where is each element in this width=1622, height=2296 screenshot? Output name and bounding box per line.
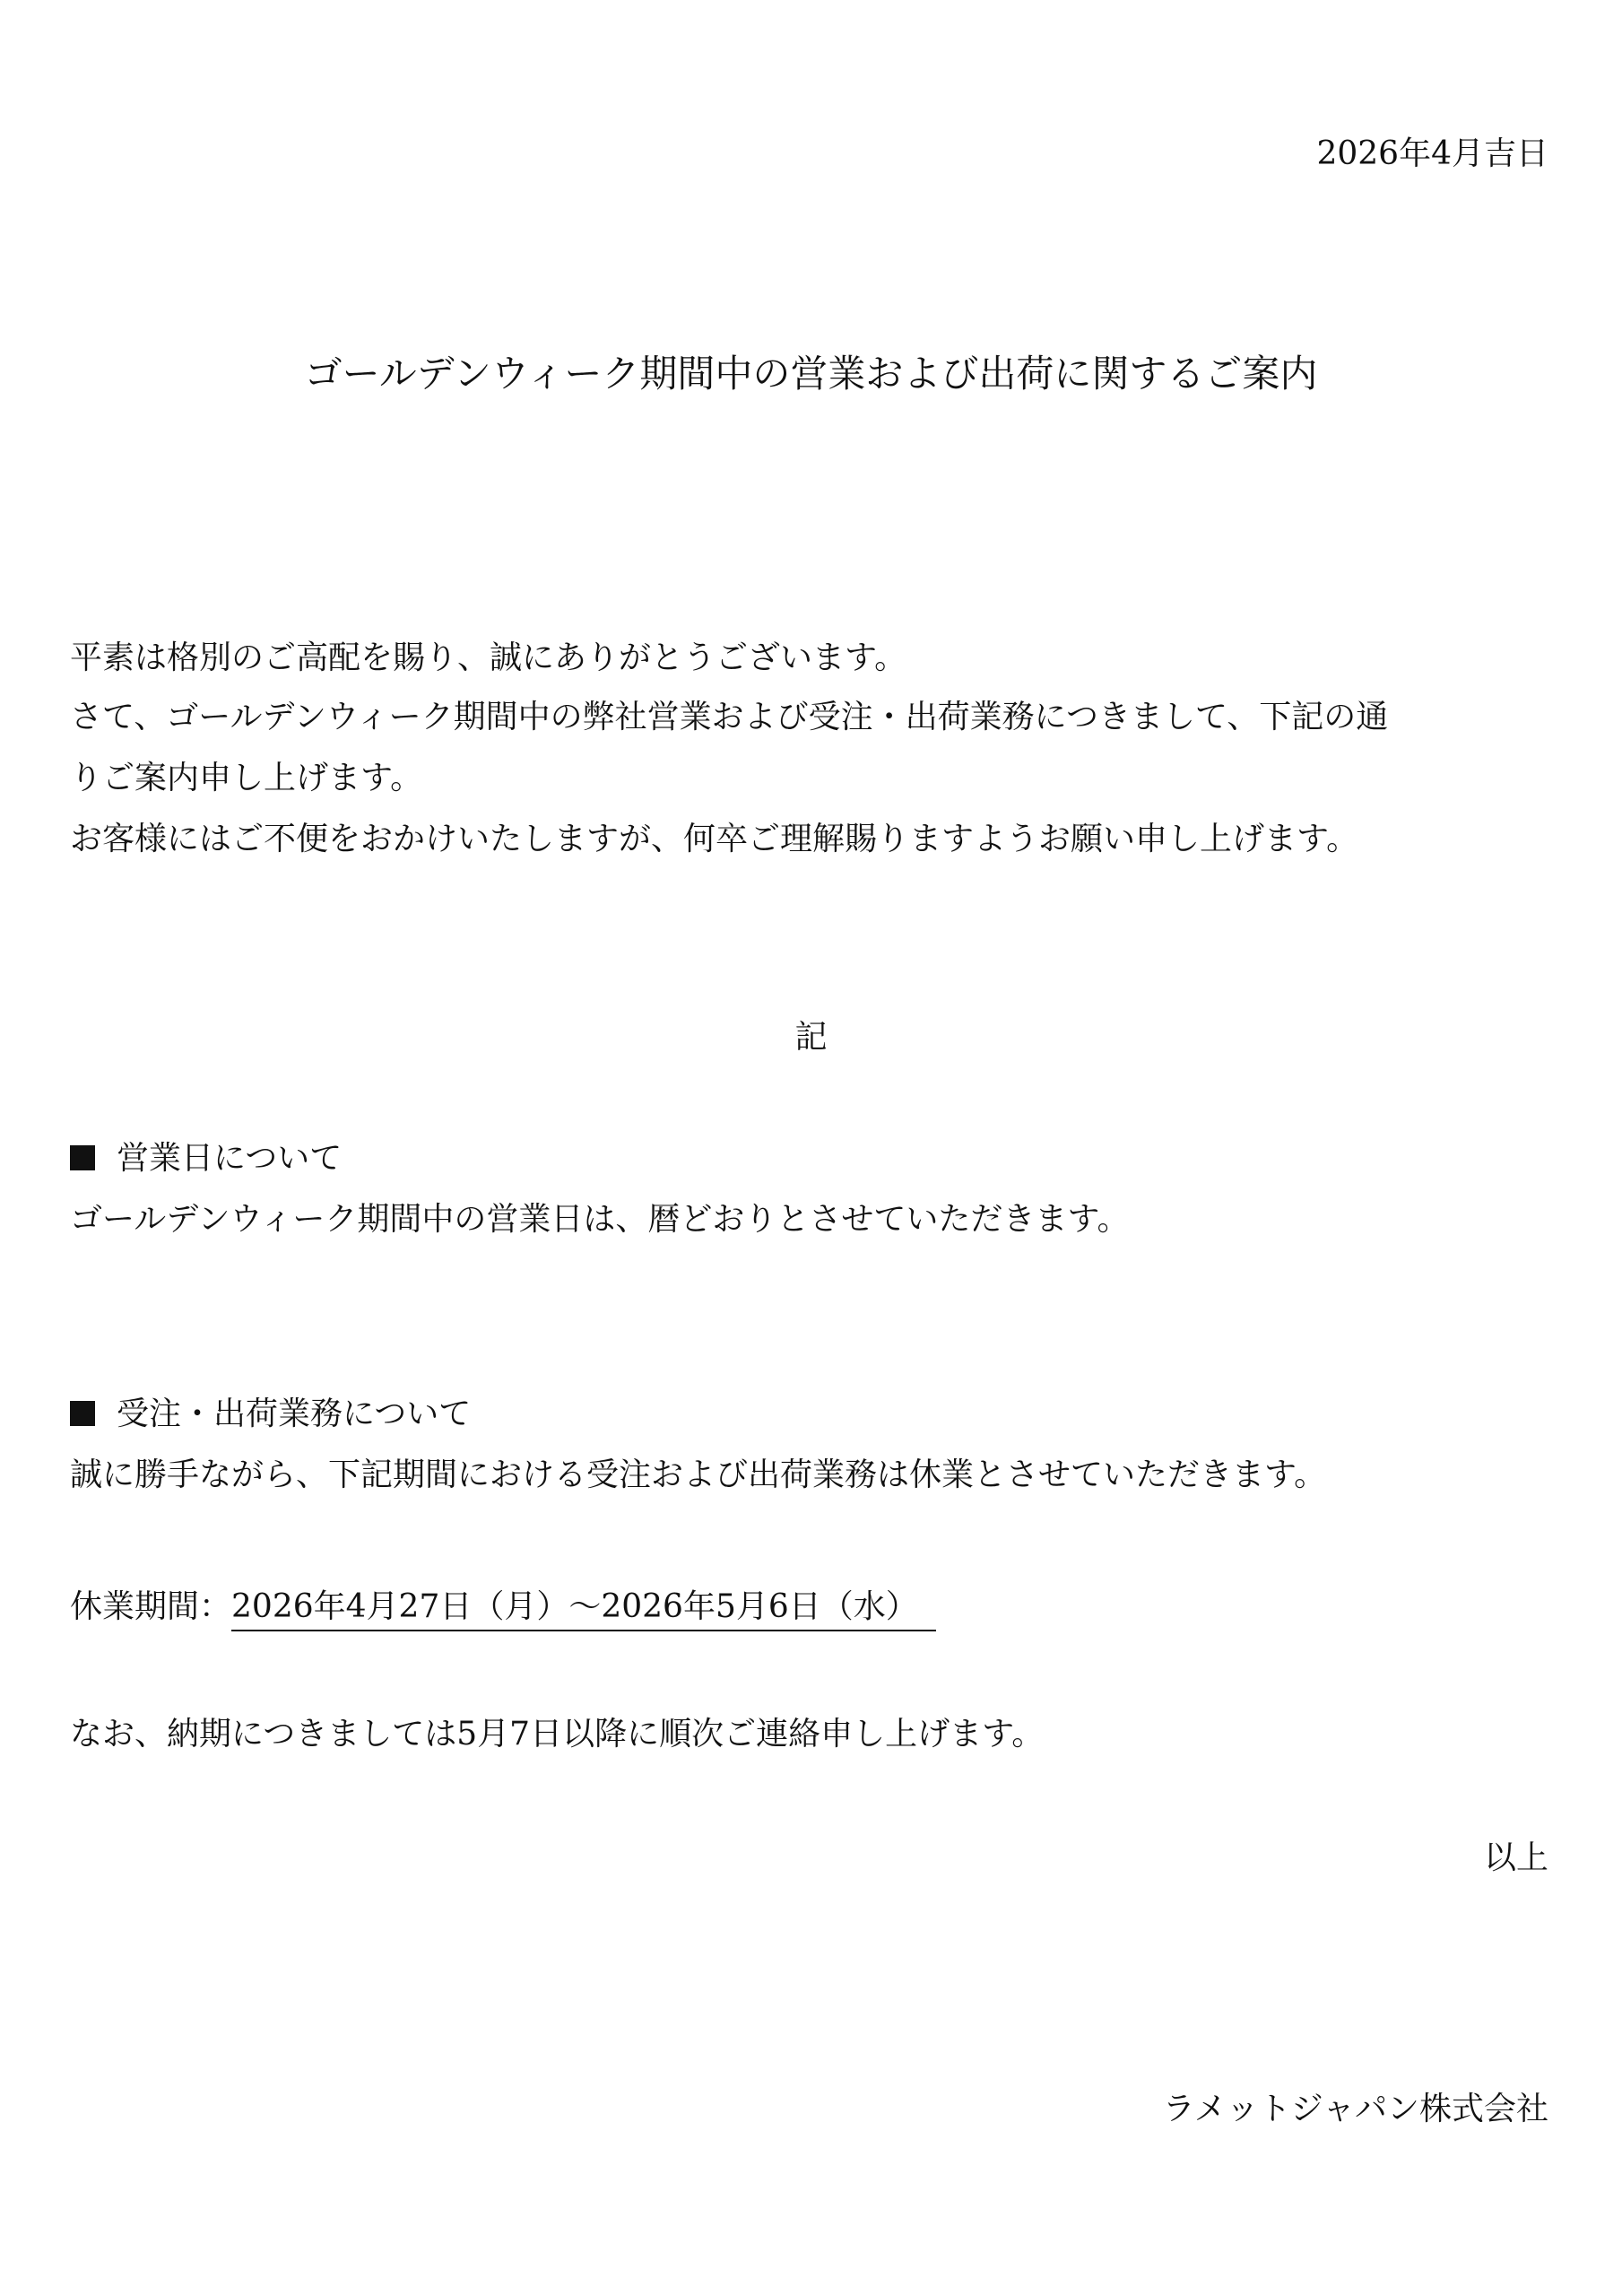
ki-marker: 記 (794, 1019, 828, 1056)
black-square-icon (70, 1401, 95, 1426)
closure-period-label: 休業期間： (70, 1588, 232, 1625)
section-body-business-days: ゴールデンウィーク期間中の営業日は、暦どおりとさせていただきます。 (70, 1201, 1130, 1238)
closure-period (70, 1587, 936, 1631)
section-body-orders-shipping: 誠に勝手ながら、下記期間における受注および出荷業務は休業とさせていただきます。 (70, 1457, 1327, 1493)
section-heading-business-days (70, 1139, 342, 1178)
document-date: 2026年4月吉日 (1316, 135, 1548, 172)
intro-line: りご案内申し上げます。 (70, 760, 423, 796)
black-square-icon (70, 1145, 95, 1170)
closure-period-value: 2026年4月27日（月）〜2026年5月6日（水） (231, 1587, 936, 1631)
section-heading-label: 営業日について (117, 1140, 343, 1177)
intro-line: さて、ゴールデンウィーク期間中の弊社営業および受注・出荷業務につきまして、下記の通 (70, 699, 1389, 735)
section-heading-orders-shipping (70, 1395, 471, 1433)
intro-line: 平素は格別のご高配を賜り、誠にありがとうございます。 (70, 639, 907, 676)
company-name: ラメットジャパン株式会社 (1162, 2091, 1548, 2127)
delivery-note: なお、納期につきましては5月7日以降に順次ご連絡申し上げます。 (70, 1716, 1045, 1752)
closing-ijou: 以上 (1483, 1839, 1548, 1876)
intro-line: お客様にはご不便をおかけいたしますが、何卒ご理解賜りますようお願い申し上げます。 (70, 821, 1359, 857)
document-title: ゴールデンウィーク期間中の営業および出荷に関するご案内 (304, 352, 1318, 396)
section-heading-label: 受注・出荷業務について (117, 1396, 472, 1432)
